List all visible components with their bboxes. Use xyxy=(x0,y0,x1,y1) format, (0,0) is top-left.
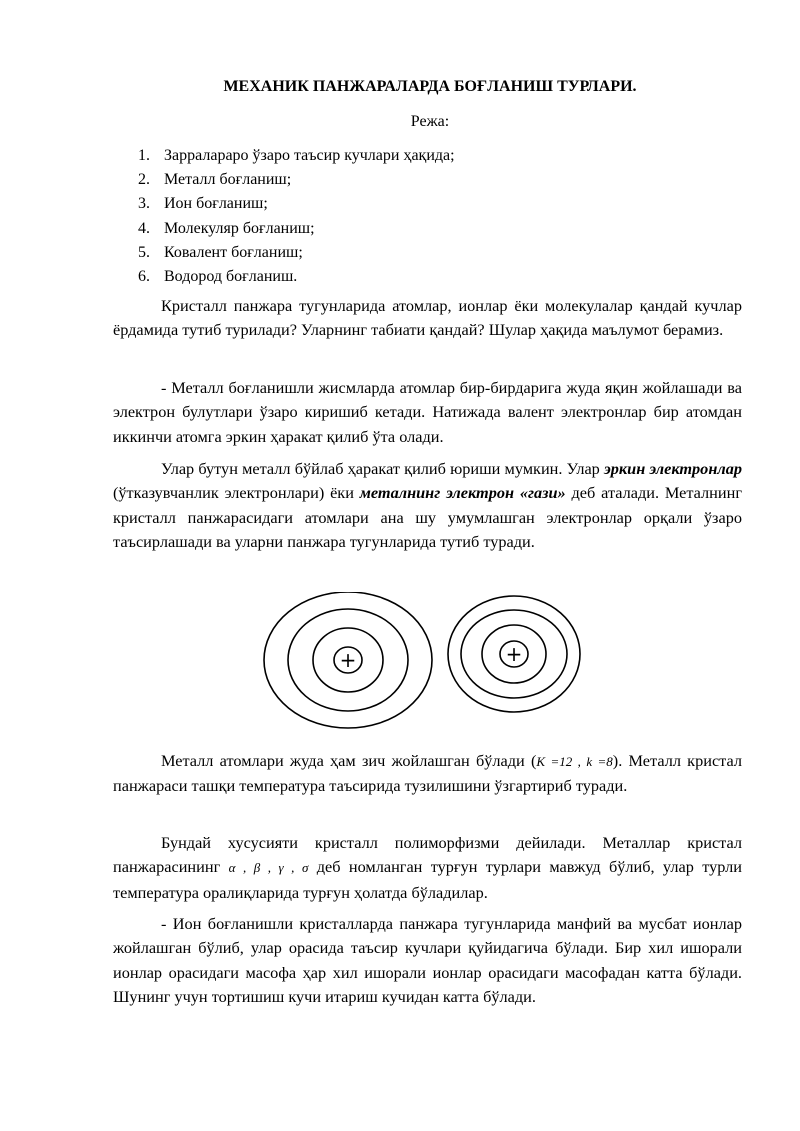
plan-item-number: 1. xyxy=(138,147,150,164)
plan-item-text: Молекуляр боғланиш; xyxy=(164,219,315,237)
plan-item xyxy=(138,168,455,192)
plan-item xyxy=(138,217,455,241)
plan-item-number: 3. xyxy=(138,195,150,213)
plan-item-number: 6. xyxy=(138,267,150,285)
plan-item xyxy=(138,265,455,289)
text-run: Улар бутун металл бўйлаб ҳаракат қилиб юриши мумкин. Улар xyxy=(161,459,604,478)
paragraph-intro: Кристалл панжара тугунларида атомлар, ионлар ёки молекулалар қандай кучлар ёрдамида тутиб турилади? Уларнинг табиати қандай? Шулар ҳақида маълумот берамиз. xyxy=(113,296,742,340)
term-electron-gas: металнинг электрон «гази» xyxy=(359,483,566,503)
text-run: Металл атомлари жуда ҳам зич жойлашган бўлади ( xyxy=(161,751,537,770)
term-free-electrons: эркин электронлар xyxy=(603,459,742,478)
paragraph-polymorphism xyxy=(113,831,742,905)
text-run: (ўтказувчанлик электронлари) ёки xyxy=(113,483,360,503)
plan-item-text: Ковалент боғланиш; xyxy=(164,243,303,261)
plan-item-text: Металл боғланиш; xyxy=(164,171,292,189)
plan-item-number: 2. xyxy=(138,171,150,189)
text-run: деб аталади. Металнинг кристалл панжарасидаги атомлари ана шу умумлашган электронлар орқали ўзаро таъсирлашади ва уларни панжара тугунларида тутиб туради. xyxy=(113,483,742,551)
plan-item-text: Ион боғланиш; xyxy=(164,195,268,213)
plan-item xyxy=(138,192,455,216)
nucleus-plus-sign: + xyxy=(505,642,523,666)
text-run: деб номланган турғун турлари мавжуд бўлиб, улар турли температура оралиқларида турғун ҳолатда бўладилар. xyxy=(113,857,742,902)
paragraph-dense-packing xyxy=(113,749,742,799)
plan-item-text: Зарралараро ўзаро таъсир кучлари ҳақида; xyxy=(164,147,455,164)
nucleus-plus-sign: + xyxy=(339,648,357,672)
plan-item xyxy=(138,241,455,265)
page-title: МЕХАНИК ПАНЖАРАЛАРДА БОҒЛАНИШ ТУРЛАРИ. xyxy=(223,78,637,95)
greek-phase-letters: α , β , γ , σ xyxy=(228,860,309,876)
plan-item-number: 5. xyxy=(138,243,150,261)
coordination-numbers: K =12 , k =8 xyxy=(536,754,613,769)
text-run: ). Металл кристал панжараси ташқи температура таъсирида тузилишини ўзгартириб туради. xyxy=(113,751,742,796)
plan-item-number: 4. xyxy=(138,219,150,237)
plan-item-text: Водород боғланиш. xyxy=(164,267,298,285)
paragraph-ionic-bond: - Ион боғланишли кристалларда панжара тугунларида манфий ва мусбат ионлар жойлашган бўлиб, улар орасида таъсир кучлари қуйидагича бўлади. Бир хил ишорали ионлар орасидаги масофа ҳар хил ишорали ионлар орасидаги масофадан катта бўлади. Шунинг учун тортишиш кучи итариш кучидан катта бўлади. xyxy=(113,914,742,1006)
plan-list xyxy=(138,144,455,289)
atoms-figure xyxy=(258,592,584,742)
text-run: Бундай хусусияти кристалл полиморфизми дейилади. Металлар кристал панжарасининг xyxy=(113,833,742,877)
paragraph-metallic-bond: - Металл боғланишли жисмларда атомлар бир-бирдарига жуда яқин жойлашади ва электрон булутлари ўзаро киришиб кетади. Натижада валент электронлар бир атомдан иккинчи атомга эркин ҳаракат қилиб ўта олади. xyxy=(113,378,742,446)
plan-item xyxy=(138,144,455,168)
plan-heading: Режа: xyxy=(410,113,450,130)
paragraph-free-electrons xyxy=(113,457,742,554)
